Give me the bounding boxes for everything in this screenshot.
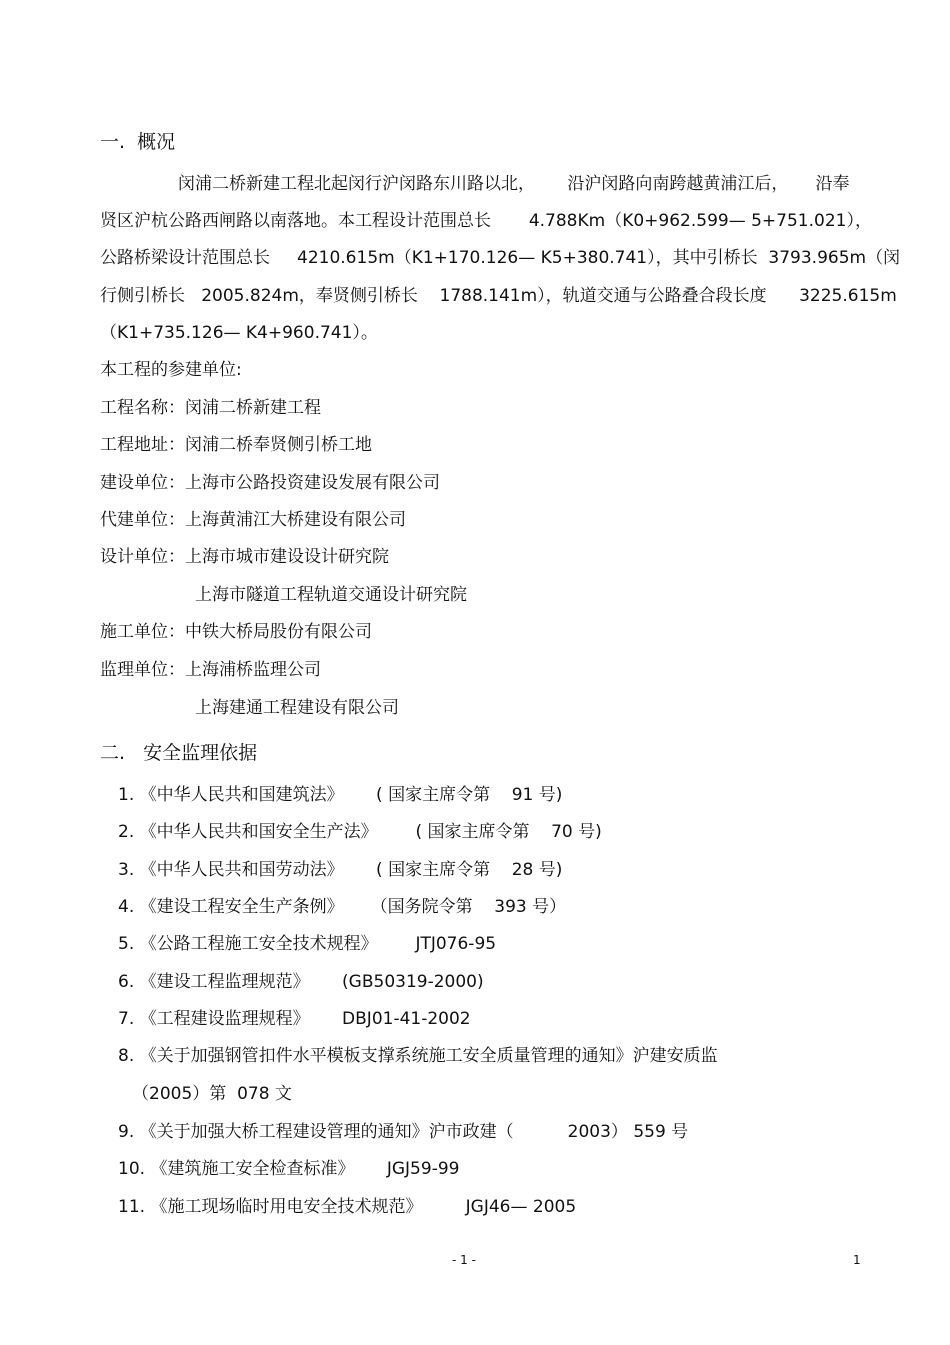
basis-item-2: 2. 《中华人民共和国安全生产法》 ( 国家主席令第 70 号) <box>118 822 602 842</box>
basis-item-4: 4. 《建设工程安全生产条例》 （国务院令第 393 号） <box>118 897 567 917</box>
section-heading-basis: 二. 安全监理依据 <box>100 742 258 764</box>
supervision-unit-2: 上海建通工程建设有限公司 <box>195 698 399 718</box>
overview-line-3: 公路桥梁设计范围总长 4210.615m（K1+170.126— K5+380.741），其中引桥长 3793.965m（闵 <box>100 248 901 268</box>
overview-line-1: 闵浦二桥新建工程北起闵行沪闵路东川路以北， 沿沪闵路向南跨越黄浦江后， 沿奉 <box>178 174 850 194</box>
basis-item-3: 3. 《中华人民共和国劳动法》 ( 国家主席令第 28 号) <box>118 860 563 880</box>
basis-item-9: 9. 《关于加强大桥工程建设管理的通知》沪市政建（ 2003） 559 号 <box>118 1122 689 1142</box>
basis-item-5: 5. 《公路工程施工安全技术规程》 JTJ076-95 <box>118 934 497 954</box>
agent-unit: 代建单位：上海黄浦江大桥建设有限公司 <box>100 510 406 530</box>
participants-intro: 本工程的参建单位: <box>100 360 242 380</box>
basis-item-8-cont: （2005）第 078 文 <box>132 1084 292 1104</box>
project-address: 工程地址：闵浦二桥奉贤侧引桥工地 <box>100 435 372 455</box>
overview-line-2: 贤区沪杭公路西闸路以南落地。本工程设计范围总长 4.788Km（K0+962.599— 5+751.021）， <box>100 211 872 231</box>
construction-unit: 建设单位：上海市公路投资建设发展有限公司 <box>100 473 440 493</box>
page-number-center: - 1 - <box>452 1253 476 1267</box>
basis-item-7: 7. 《工程建设监理规程》 DBJ01-41-2002 <box>118 1009 471 1029</box>
basis-item-8: 8. 《关于加强钢管扣件水平模板支撑系统施工安全质量管理的通知》沪建安质监 <box>118 1046 718 1066</box>
basis-item-6: 6. 《建设工程监理规范》 (GB50319-2000) <box>118 972 484 992</box>
contractor-unit: 施工单位：中铁大桥局股份有限公司 <box>100 622 372 642</box>
section-heading-overview: 一. 概况 <box>100 131 176 153</box>
page-number-right: 1 <box>853 1253 861 1267</box>
project-name: 工程名称：闵浦二桥新建工程 <box>100 398 321 418</box>
design-unit-2: 上海市隧道工程轨道交通设计研究院 <box>195 585 467 605</box>
basis-item-10: 10. 《建筑施工安全检查标准》 JGJ59-99 <box>118 1159 460 1179</box>
overview-line-4: 行侧引桥长 2005.824m，奉贤侧引桥长 1788.141m），轨道交通与公路叠合段长度 3225.615m <box>100 286 897 306</box>
basis-item-1: 1. 《中华人民共和国建筑法》 ( 国家主席令第 91 号) <box>118 785 563 805</box>
supervision-unit: 监理单位：上海浦桥监理公司 <box>100 660 321 680</box>
overview-line-5: （K1+735.126— K4+960.741）。 <box>100 323 378 343</box>
basis-item-11: 11. 《施工现场临时用电安全技术规范》 JGJ46— 2005 <box>118 1197 577 1217</box>
design-unit: 设计单位：上海市城市建设设计研究院 <box>100 547 389 567</box>
